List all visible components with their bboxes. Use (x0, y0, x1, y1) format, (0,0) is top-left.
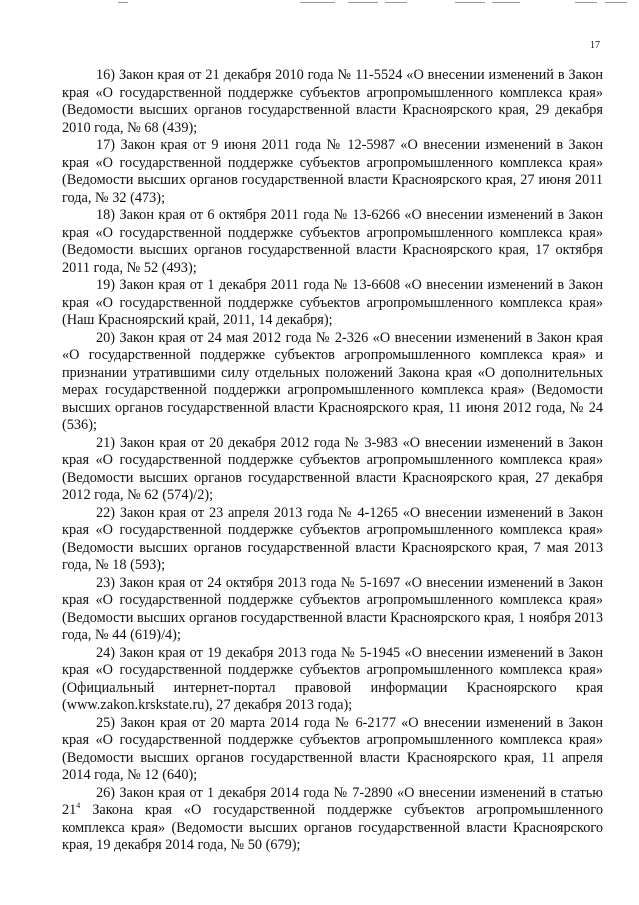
article-superscript: 4 (76, 801, 81, 810)
list-item: 24) Закон края от 19 декабря 2013 года № 5-1945 «О внесении изменений в Закон края «О государственной поддержке субъектов агропромышленного комплекса края» (Официальный интернет-портал правовой информации Красноярского края (www.zakon.krskstate.ru), 27 декабря 2013 года); (62, 644, 603, 713)
law-list (62, 67, 603, 855)
scan-artifact-line (300, 2, 335, 3)
list-item: 23) Закон края от 24 октября 2013 года № 5-1697 «О внесении изменений в Закон края «О государственной поддержке субъектов агропромышленного комплекса края» (Ведомости высших органов государственной власти Красноярского края, 1 ноября 2013 года, № 44 (619)/4); (62, 574, 603, 643)
list-item (62, 785, 603, 855)
scan-artifact-line (385, 2, 407, 3)
scan-artifact-line (492, 2, 520, 3)
scan-artifact-line (118, 2, 128, 3)
list-item: 20) Закон края от 24 мая 2012 года № 2-326 «О внесении изменений в Закон края «О государственной поддержке субъектов агропромышленного комплекса края» и признании утратившими силу отдельных положений Закона края «О дополнительных мерах государственной поддержки агропромышленного комплекса края» (Ведомости высших органов государственной власти Красноярского края, 11 июня 2012 года, № 24 (536); (62, 329, 603, 433)
scan-artifact-line (605, 2, 627, 3)
scan-artifact-line (348, 2, 378, 3)
page-number: 17 (590, 40, 600, 51)
list-item-text-start: 26) Закон края от 1 декабря 2014 года № 7-2890 «О внесении изменений в статью 21 (62, 784, 603, 818)
list-item: 25) Закон края от 20 марта 2014 года № 6-2177 «О внесении изменений в Закон края «О государственной поддержке субъектов агропромышленного комплекса края» (Ведомости высших органов государственной власти Красноярского края, 11 апреля 2014 года, № 12 (640); (62, 714, 603, 783)
list-item: 21) Закон края от 20 декабря 2012 года № 3-983 «О внесении изменений в Закон края «О государственной поддержке субъектов агропромышленного комплекса края» (Ведомости высших органов государственной власти Красноярского края, 27 декабря 2012 года, № 62 (574)/2); (62, 434, 603, 503)
list-item: 18) Закон края от 6 октября 2011 года № 13-6266 «О внесении изменений в Закон края «О государственной поддержке субъектов агропромышленного комплекса края» (Ведомости высших органов государственной власти Красноярского края, 17 октября 2011 года, № 52 (493); (62, 207, 603, 276)
list-item-text-end: Закона края «О государственной поддержке субъектов агропромышленного комплекса края» (Ведомости высших органов государственной власти Красноярского края, 19 декабря 2014 года, № 50 (679); (62, 802, 603, 853)
list-item: 22) Закон края от 23 апреля 2013 года № 4-1265 «О внесении изменений в Закон края «О государственной поддержке субъектов агропромышленного комплекса края» (Ведомости высших органов государственной власти Красноярского края, 7 мая 2013 года, № 18 (593); (62, 504, 603, 573)
scan-artifact-line (455, 2, 485, 3)
list-item: 17) Закон края от 9 июня 2011 года № 12-5987 «О внесении изменений в Закон края «О государственной поддержке субъектов агропромышленного комплекса края» (Ведомости высших органов государственной власти Красноярского края, 27 июня 2011 года, № 32 (473); (62, 137, 603, 206)
list-item: 16) Закон края от 21 декабря 2010 года № 11-5524 «О внесении изменений в Закон края «О государственной поддержке субъектов агропромышленного комплекса края» (Ведомости высших органов государственной власти Красноярского края, 29 декабря 2010 года, № 68 (439); (62, 67, 603, 136)
list-item: 19) Закон края от 1 декабря 2011 года № 13-6608 «О внесении изменений в Закон края «О государственной поддержке субъектов агропромышленного комплекса края» (Наш Красноярский край, 2011, 14 декабря); (62, 277, 603, 328)
scan-artifact-line (575, 2, 597, 3)
